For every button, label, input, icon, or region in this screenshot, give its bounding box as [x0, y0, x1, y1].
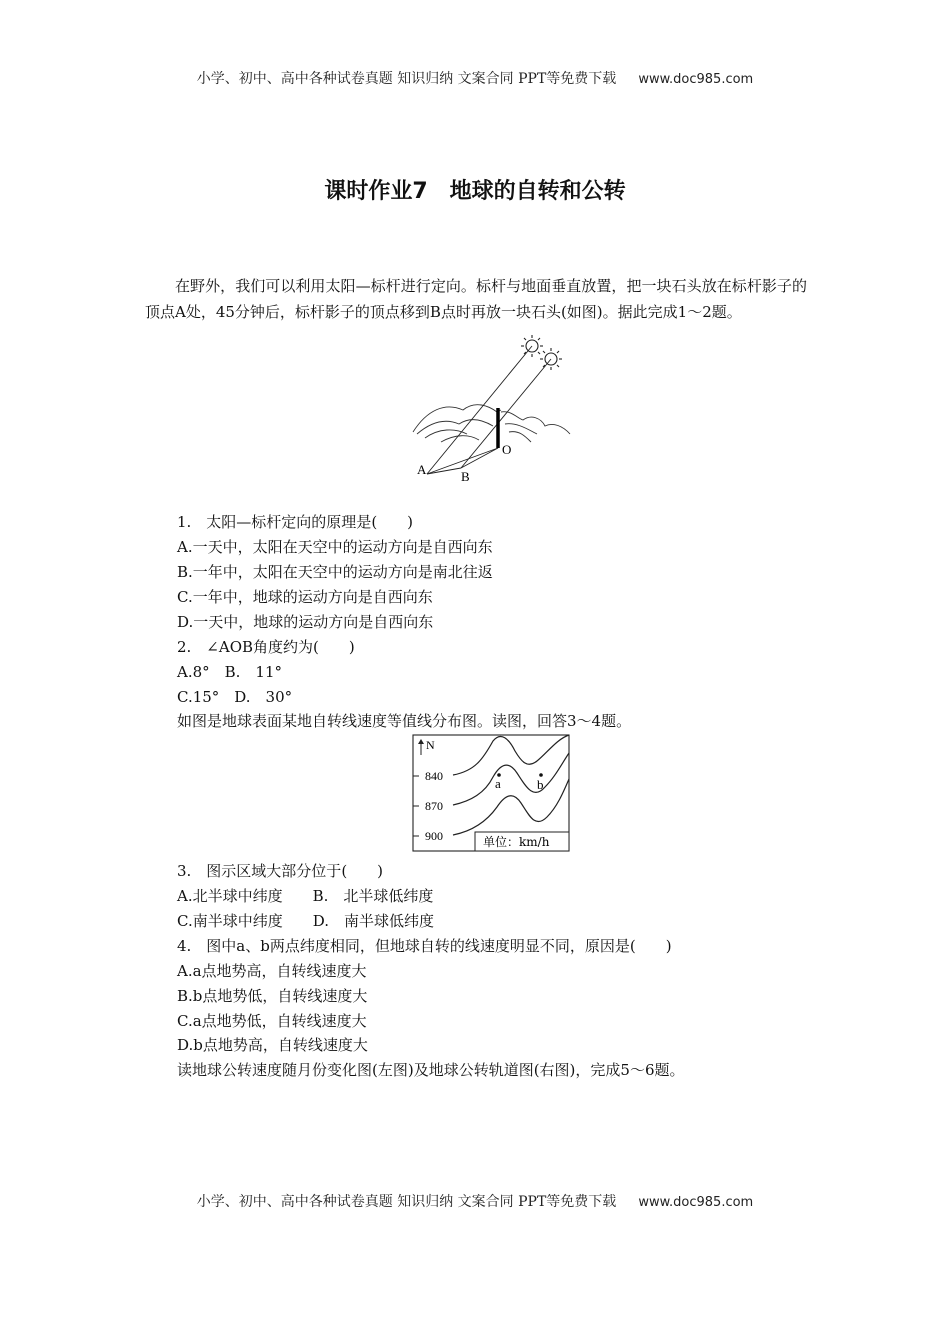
q3-options-cd: C.南半球中纬度 D. 南半球低纬度 [177, 912, 434, 930]
q4-option-d: D.b点地势高，自转线速度大 [177, 1036, 368, 1054]
mountain-outline [413, 405, 570, 442]
header-text: 小学、初中、高中各种试卷真题 知识归纳 文案合同 PPT等免费下载 [196, 71, 617, 87]
q1-option-b: B.一年中，太阳在天空中的运动方向是南北往返 [177, 563, 493, 581]
q2-options-ab: A.8° B. 11° [177, 663, 283, 681]
q4-stem: 4. 图中a、b两点纬度相同，但地球自转的线速度明显不同，原因是( ) [177, 937, 672, 955]
footer-url[interactable]: www.doc985.com [638, 1195, 754, 1210]
contour-label-840: 840 [425, 769, 443, 783]
intro-paragraph-1: 在野外，我们可以利用太阳—标杆进行定向。标杆与地面垂直放置，把一块石头放在标杆影子的顶点A处，45分钟后，标杆影子的顶点移到B点时再放一块石头(如图)。据此完成1～2题。 [145, 277, 807, 321]
footer-text: 小学、初中、高中各种试卷真题 知识归纳 文案合同 PPT等免费下载 [196, 1194, 617, 1210]
label-b: B [461, 469, 470, 484]
isoline-figure [405, 731, 575, 855]
q1-stem: 1. 太阳—标杆定向的原理是( ) [177, 513, 414, 531]
contour-label-900: 900 [425, 829, 443, 843]
intro-paragraph-3: 读地球公转速度随月份变化图(左图)及地球公转轨道图(右图)，完成5～6题。 [177, 1061, 685, 1079]
label-o: O [502, 442, 512, 457]
q1-option-a: A.一天中，太阳在天空中的运动方向是自西向东 [177, 538, 493, 556]
q4-option-c: C.a点地势低，自转线速度大 [177, 1012, 367, 1030]
q4-option-b: B.b点地势低，自转线速度大 [177, 987, 368, 1005]
q3-stem: 3. 图示区域大部分位于( ) [177, 862, 384, 880]
contour-label-870: 870 [425, 799, 443, 813]
q4-option-a: A.a点地势高，自转线速度大 [177, 962, 367, 980]
point-b-label: b [537, 777, 544, 792]
q1-option-c: C.一年中，地球的运动方向是自西向东 [177, 588, 433, 606]
page-title: 课时作业7 地球的自转和公转 [324, 179, 626, 204]
q3-options-ab: A.北半球中纬度 B. 北半球低纬度 [177, 887, 434, 905]
label-a: A [417, 462, 427, 477]
header-url[interactable]: www.doc985.com [638, 72, 754, 87]
sun-rays [427, 346, 551, 474]
page-header [0, 68, 950, 88]
sun-pole-figure [405, 330, 575, 490]
q1-option-d: D.一天中，地球的运动方向是自西向东 [177, 613, 434, 631]
north-label: N [426, 738, 435, 752]
point-a-label: a [495, 776, 501, 791]
q2-options-cd: C.15° D. 30° [177, 688, 293, 706]
intro-paragraph-2: 如图是地球表面某地自转线速度等值线分布图。读图，回答3～4题。 [177, 712, 632, 730]
q2-stem: 2. ∠AOB角度约为( ) [177, 638, 355, 656]
unit-label: 单位：km/h [483, 835, 550, 849]
page-footer [0, 1191, 950, 1211]
